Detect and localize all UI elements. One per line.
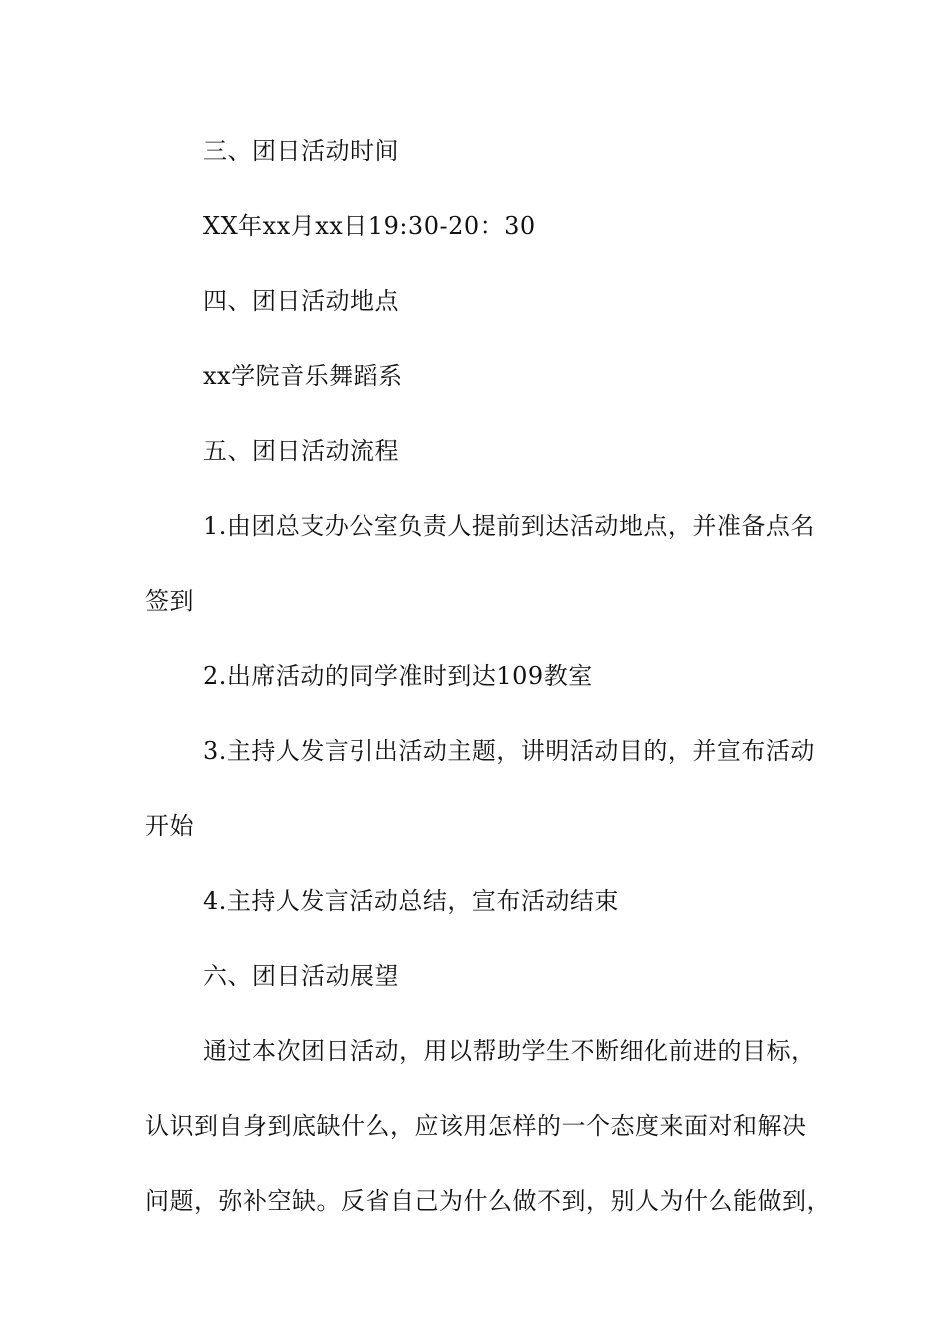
section-heading-process: 五、团日活动流程 xyxy=(203,437,399,465)
process-step-2: 2.出席活动的同学准时到达109教室 xyxy=(203,662,593,690)
outlook-paragraph-line-2: 认识到自身到底缺什么，应该用怎样的一个态度来面对和解决 xyxy=(145,1112,807,1140)
section-heading-location: 四、团日活动地点 xyxy=(203,287,399,315)
activity-location-text: xx学院音乐舞蹈系 xyxy=(203,362,403,390)
process-step-4: 4.主持人发言活动总结，宣布活动结束 xyxy=(203,887,619,915)
process-step-3-continued: 开始 xyxy=(145,812,194,840)
section-heading-outlook: 六、团日活动展望 xyxy=(203,962,399,990)
activity-time-text: XX年xx月xx日19:30-20：30 xyxy=(203,212,536,240)
section-heading-time: 三、团日活动时间 xyxy=(203,137,399,165)
process-step-1-continued: 签到 xyxy=(145,587,194,615)
process-step-3: 3.主持人发言引出活动主题，讲明活动目的，并宣布活动 xyxy=(203,737,815,765)
outlook-paragraph-line-3: 问题，弥补空缺。反省自己为什么做不到，别人为什么能做到， xyxy=(145,1187,831,1215)
process-step-1: 1.由团总支办公室负责人提前到达活动地点，并准备点名 xyxy=(203,512,815,540)
outlook-paragraph-line-1: 通过本次团日活动，用以帮助学生不断细化前进的目标， xyxy=(203,1037,816,1065)
